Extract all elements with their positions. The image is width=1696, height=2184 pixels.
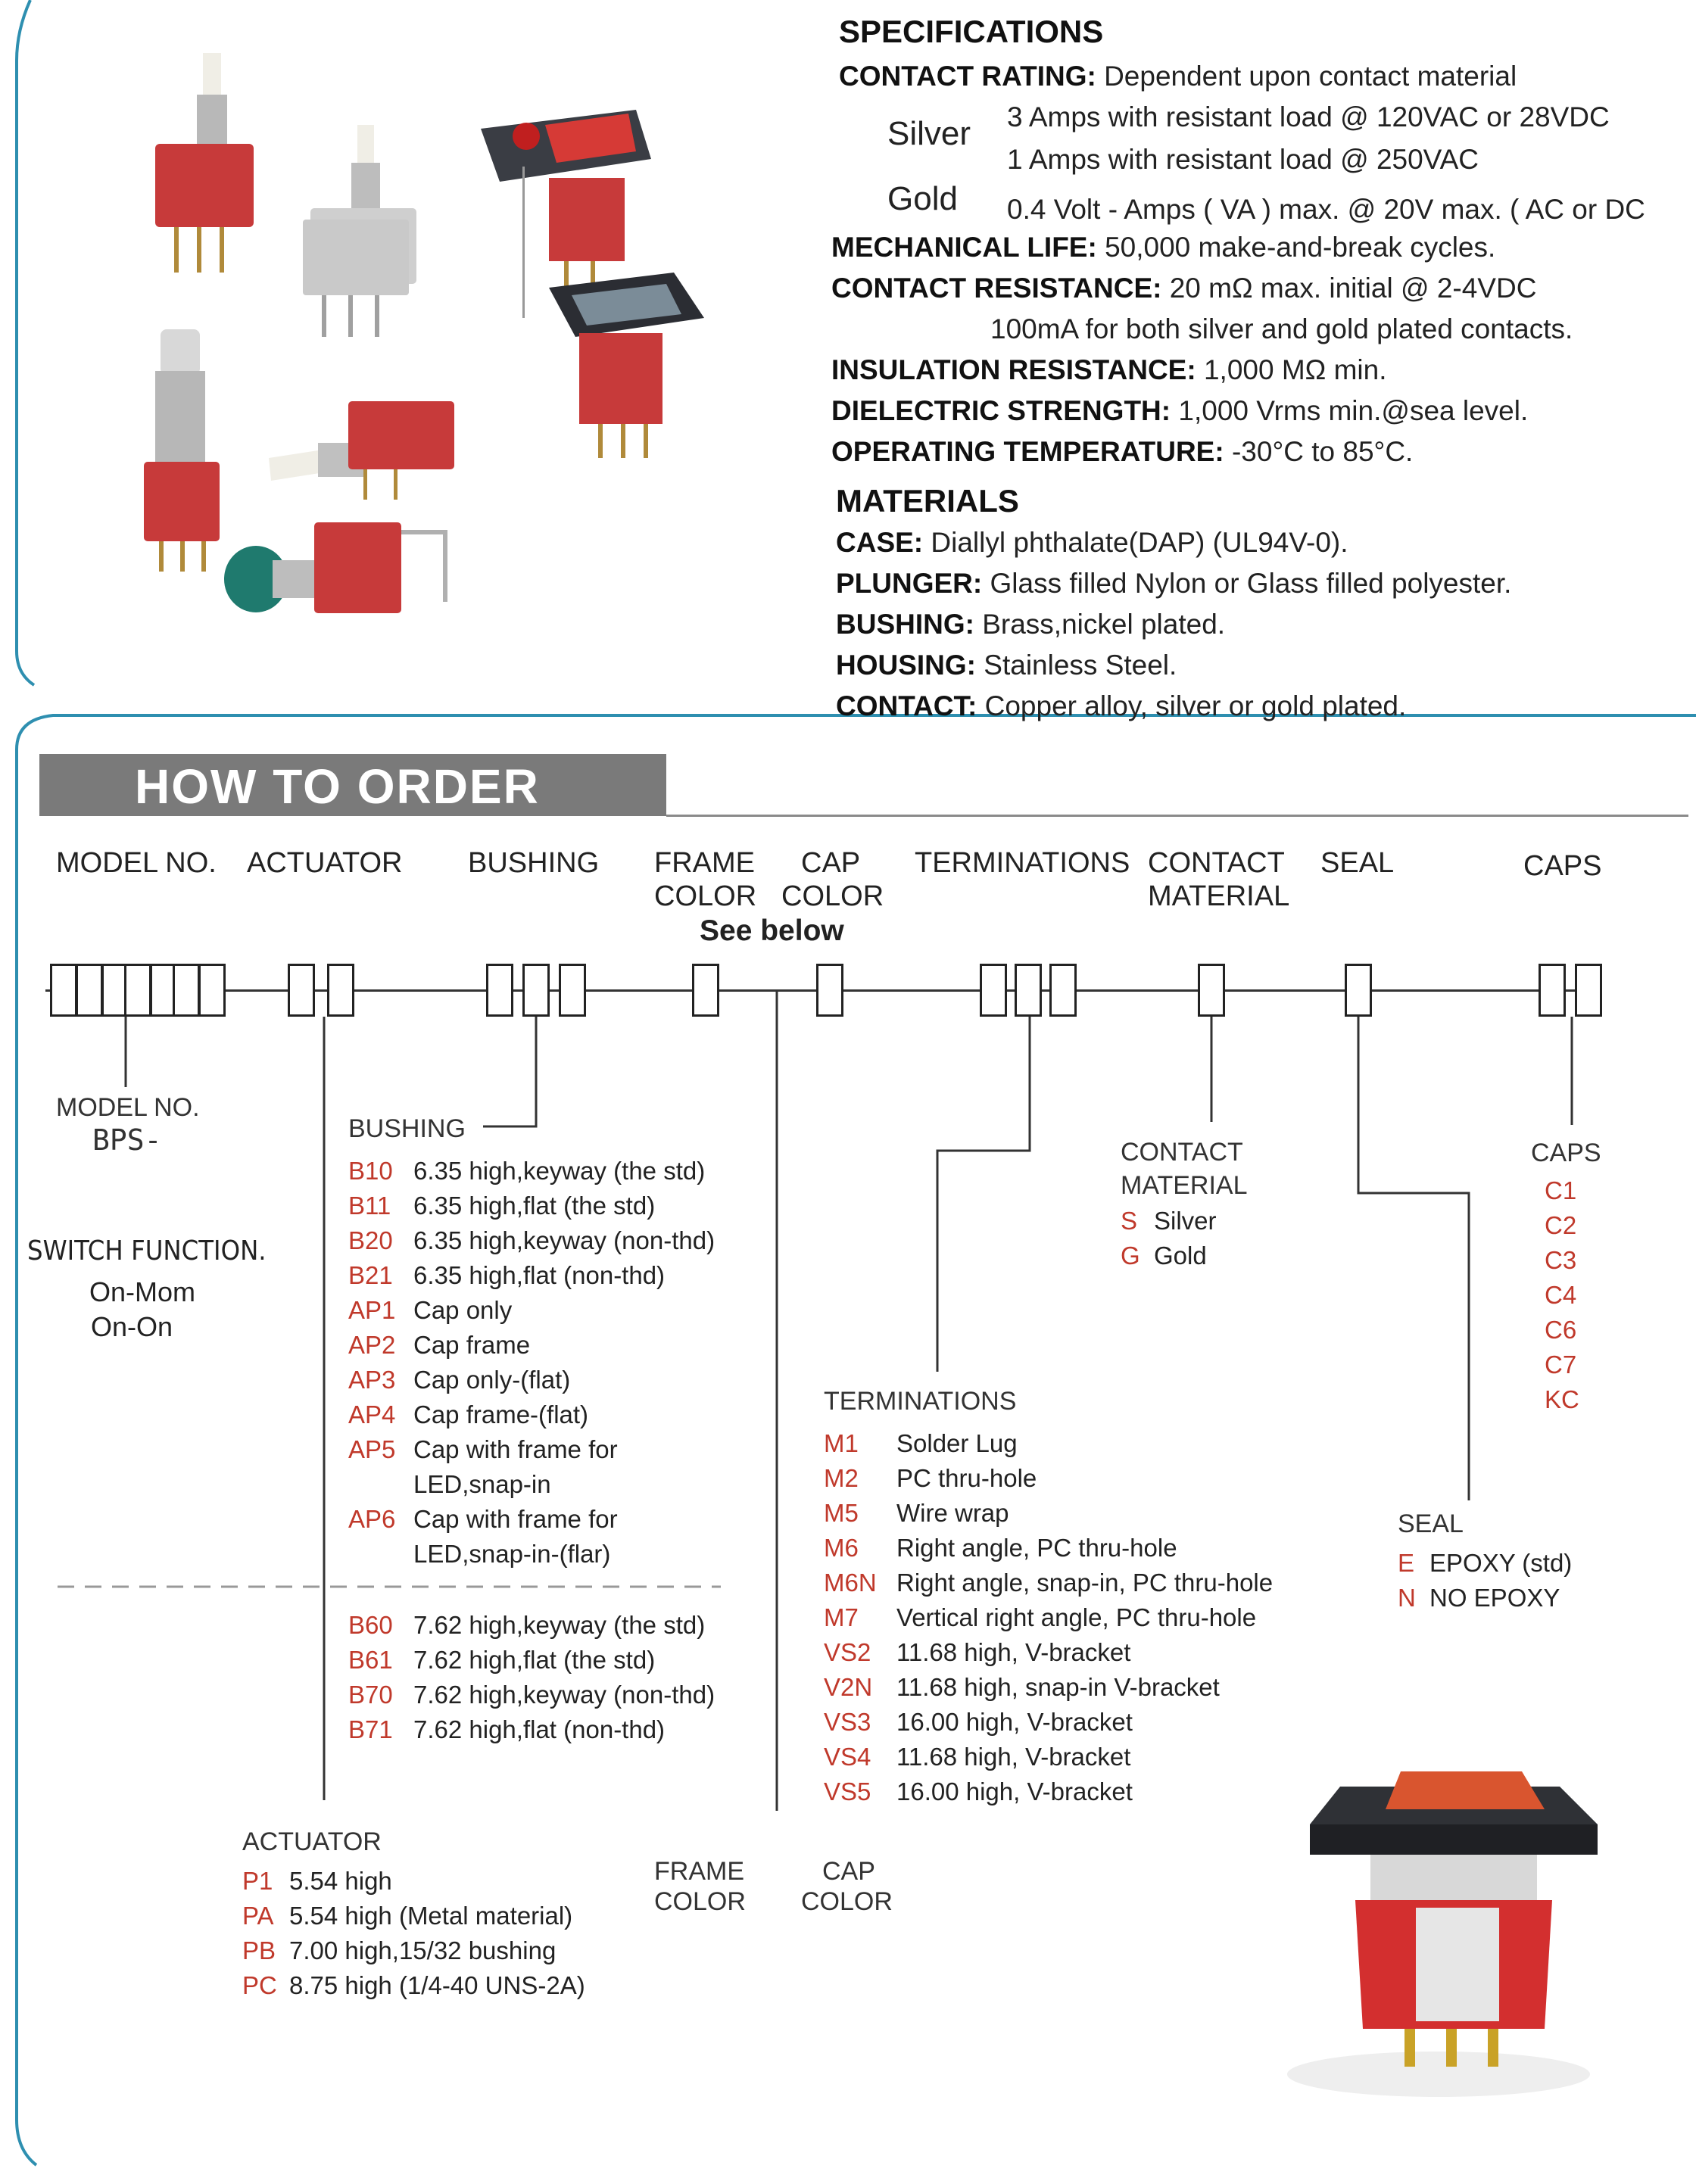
termination-option-desc: Right angle, snap-in, PC thru-hole [896,1569,1274,1597]
case-label: CASE: [836,527,924,558]
case-value: Diallyl phthalate(DAP) (UL94V-0). [931,527,1348,558]
contact-material-label-1: CONTACT [1121,1138,1243,1167]
actuator-list-label: ACTUATOR [242,1827,382,1856]
termination-option-desc: 16.00 high, V-bracket [896,1708,1133,1736]
cap-color-line1: CAP [822,1857,875,1886]
termination-option [824,1426,1273,1461]
contact-resistance-value: 20 mΩ max. initial @ 2-4VDC [1169,273,1537,304]
seal-option-desc: EPOXY (std) [1429,1549,1573,1577]
contact-value: Copper alloy, silver or gold plated. [984,690,1407,721]
seal-option-code: N [1398,1584,1416,1612]
bushing-option [348,1537,715,1572]
seal-list-label: SEAL [1398,1509,1464,1538]
termination-option-code: M6N [824,1569,877,1597]
termination-option-code: VS5 [824,1777,871,1805]
mechanical-life-value: 50,000 make-and-break cycles. [1105,232,1496,263]
header-contact-line2: MATERIAL [1148,880,1290,912]
contact-label: CONTACT: [836,690,977,721]
contact-material-label-2: MATERIAL [1121,1171,1248,1200]
contact-material-list [1121,1204,1217,1273]
product-photo-large [1242,1741,1635,2105]
actuator-option-code: P1 [242,1867,273,1895]
bushing-option-desc: Cap frame [413,1331,531,1359]
bushing-option-code: B70 [348,1681,393,1709]
termination-option [824,1566,1273,1600]
bushing-list [348,1154,715,1572]
bushing-option [348,1678,715,1712]
termination-option-desc: 11.68 high, V-bracket [896,1743,1131,1771]
bushing-option [348,1432,715,1467]
termination-option-desc: Right angle, PC thru-hole [896,1534,1177,1562]
bushing-option [348,1502,715,1537]
gold-line: 0.4 Volt - Amps ( VA ) max. @ 20V max. ( AC or DC [1007,194,1645,225]
bushing-list-label: BUSHING [348,1114,466,1143]
operating-temp-label: OPERATING TEMPERATURE: [831,436,1224,467]
contact-material-option-desc: Gold [1154,1242,1207,1270]
header-bushing: BUSHING [468,847,600,879]
termination-option-code: M6 [824,1534,859,1562]
actuator-option-code: PC [242,1971,277,1999]
termination-option-desc: Wire wrap [896,1499,1009,1527]
bushing-material-label: BUSHING: [836,609,974,640]
gold-label: Gold [887,180,958,217]
caps-option: C6 [1545,1316,1577,1344]
header-frame-line2: COLOR [654,880,757,912]
termination-option-code: VS4 [824,1743,871,1771]
bushing-option [348,1189,715,1223]
terminations-list [824,1426,1273,1809]
bushing-option [348,1397,715,1432]
bushing-option-code: B11 [348,1192,391,1220]
bushing-option [348,1154,715,1189]
contact-material-option-desc: Silver [1154,1207,1217,1235]
termination-option-desc: Solder Lug [896,1429,1018,1457]
actuator-option-desc: 5.54 high (Metal material) [289,1902,573,1930]
caps-list [1545,1173,1579,1417]
silver-label: Silver [887,115,971,152]
switch-function-item-1: On-Mom [89,1276,196,1307]
model-no-value: BPS- [92,1123,162,1157]
actuator-option [242,1933,585,1968]
specifications-title: SPECIFICATIONS [839,14,1104,49]
bushing-option [348,1643,715,1678]
housing-value: Stainless Steel. [984,650,1177,681]
header-cap-line1: CAP [801,847,861,879]
bushing-option-code: AP3 [348,1366,396,1394]
header-terminations: TERMINATIONS [915,847,1130,879]
bushing-option-desc: 7.62 high,keyway (the std) [413,1611,706,1639]
plunger-value: Glass filled Nylon or Glass filled polyester. [990,568,1512,599]
plunger-label: PLUNGER: [836,568,983,599]
termination-option-desc: 11.68 high, V-bracket [896,1638,1131,1666]
bushing-option [348,1258,715,1293]
actuator-list [242,1864,585,2003]
bushing-option-desc: LED,snap-in-(flar) [413,1540,611,1568]
materials-title: MATERIALS [836,483,1019,519]
bushing-option-code: AP6 [348,1505,396,1533]
termination-option-desc: 11.68 high, snap-in V-bracket [896,1673,1220,1701]
caps-option: C7 [1545,1351,1577,1379]
termination-option-desc: Vertical right angle, PC thru-hole [896,1603,1257,1631]
contact-material-block [1121,1136,1248,1202]
contact-rating-value: Dependent upon contact material [1104,61,1517,92]
termination-option [824,1635,1273,1670]
termination-option [824,1600,1273,1635]
dielectric-label: DIELECTRIC STRENGTH: [831,395,1171,426]
switch-function-label: SWITCH FUNCTION. [27,1235,267,1266]
silver-line-1: 3 Amps with resistant load @ 120VAC or 28VDC [1007,101,1610,132]
bushing-option-desc: Cap with frame for [413,1435,618,1463]
mechanical-life-label: MECHANICAL LIFE: [831,232,1097,263]
termination-option-code: M1 [824,1429,859,1457]
termination-option [824,1461,1273,1496]
bushing-option [348,1363,715,1397]
operating-temp-value: -30°C to 85°C. [1231,436,1414,467]
seal-list [1398,1546,1572,1615]
see-below-note: See below [700,914,844,947]
caps-option: C2 [1545,1211,1577,1239]
termination-option-code: V2N [824,1673,873,1701]
bushing-option-code: B10 [348,1157,393,1185]
contact-material-option [1121,1204,1217,1238]
contact-resistance-note: 100mA for both silver and gold plated contacts. [990,313,1573,344]
termination-option [824,1531,1273,1566]
bushing-option-desc: 6.35 high,flat (the std) [413,1192,656,1220]
bushing-option [348,1293,715,1328]
termination-option [824,1740,1273,1774]
seal-option-desc: NO EPOXY [1429,1584,1560,1612]
bushing-option-code: B21 [348,1261,393,1289]
header-frame-line1: FRAME [654,847,755,879]
cap-color-block [801,1856,893,1917]
seal-option [1398,1546,1572,1581]
bushing-option-desc: Cap with frame for [413,1505,618,1533]
contact-resistance-label: CONTACT RESISTANCE: [831,273,1162,304]
bushing-option-desc: 6.35 high,keyway (non-thd) [413,1226,716,1254]
contact-rating-label: CONTACT RATING: [839,61,1096,92]
bushing-list-2 [348,1608,715,1747]
actuator-option-code: PA [242,1902,274,1930]
seal-option-code: E [1398,1549,1415,1577]
bushing-option-desc: 7.62 high,flat (the std) [413,1646,656,1674]
seal-option [1398,1581,1572,1615]
header-cap-line2: COLOR [781,880,884,912]
termination-option-desc: 16.00 high, V-bracket [896,1777,1133,1805]
bushing-option-desc: 6.35 high,keyway (the std) [413,1157,706,1185]
termination-option [824,1496,1273,1531]
bushing-option-code: AP4 [348,1400,396,1428]
termination-option-code: VS2 [824,1638,871,1666]
terminations-list-label: TERMINATIONS [824,1387,1017,1416]
header-contact-line1: CONTACT [1148,847,1285,879]
bushing-option-desc: 7.62 high,keyway (non-thd) [413,1681,716,1709]
actuator-option [242,1899,585,1933]
frame-color-line2: COLOR [654,1887,746,1916]
header-model-no: MODEL NO. [56,847,217,879]
how-to-order-banner: HOW TO ORDER [39,754,666,816]
actuator-option-desc: 5.54 high [289,1867,392,1895]
caps-option: KC [1545,1385,1579,1413]
bushing-option-desc: Cap frame-(flat) [413,1400,589,1428]
termination-option [824,1670,1273,1705]
caps-option: C4 [1545,1281,1577,1309]
bushing-option-desc: Cap only-(flat) [413,1366,571,1394]
model-no-label: MODEL NO. [56,1093,200,1122]
bushing-option-code: AP1 [348,1296,396,1324]
bushing-option-desc: 6.35 high,flat (non-thd) [413,1261,666,1289]
header-actuator: ACTUATOR [247,847,403,879]
caps-option: C1 [1545,1176,1577,1204]
bushing-option-desc: 7.62 high,flat (non-thd) [413,1715,666,1743]
termination-option-code: M5 [824,1499,859,1527]
dielectric-value: 1,000 Vrms min.@sea level. [1178,395,1529,426]
insulation-value: 1,000 MΩ min. [1203,354,1387,385]
bushing-option [348,1328,715,1363]
bushing-option [348,1608,715,1643]
switch-function-item-2: On-On [91,1311,173,1342]
bushing-option [348,1467,715,1502]
bushing-option-code: B61 [348,1646,393,1674]
bushing-option [348,1223,715,1258]
bushing-option-desc: Cap only [413,1296,513,1324]
caps-option: C3 [1545,1246,1577,1274]
silver-line-2: 1 Amps with resistant load @ 250VAC [1007,144,1479,175]
bushing-option-code: AP5 [348,1435,396,1463]
cap-color-line2: COLOR [801,1887,893,1916]
bushing-material-value: Brass,nickel plated. [982,609,1226,640]
bushing-option-desc: LED,snap-in [413,1470,551,1498]
caps-list-label: CAPS [1531,1139,1601,1167]
termination-option-desc: PC thru-hole [896,1464,1037,1492]
termination-option-code: VS3 [824,1708,871,1736]
bushing-option-code: B60 [348,1611,393,1639]
insulation-label: INSULATION RESISTANCE: [831,354,1196,385]
actuator-option-code: PB [242,1936,276,1964]
bushing-option-code: AP2 [348,1331,396,1359]
header-seal: SEAL [1320,847,1395,879]
actuator-option [242,1864,585,1899]
bushing-option-code: B71 [348,1715,393,1743]
termination-option [824,1705,1273,1740]
termination-option-code: M7 [824,1603,859,1631]
housing-label: HOUSING: [836,650,976,681]
actuator-option [242,1968,585,2003]
frame-color-line1: FRAME [654,1857,744,1886]
termination-option [824,1774,1273,1809]
contact-material-option-code: G [1121,1242,1140,1270]
actuator-option-desc: 7.00 high,15/32 bushing [289,1936,556,1964]
bushing-option [348,1712,715,1747]
frame-color-block [654,1856,746,1917]
contact-material-option [1121,1238,1217,1273]
bushing-option-code: B20 [348,1226,393,1254]
contact-material-option-code: S [1121,1207,1138,1235]
termination-option-code: M2 [824,1464,859,1492]
actuator-option-desc: 8.75 high (1/4-40 UNS-2A) [289,1971,585,1999]
header-caps: CAPS [1523,850,1602,882]
